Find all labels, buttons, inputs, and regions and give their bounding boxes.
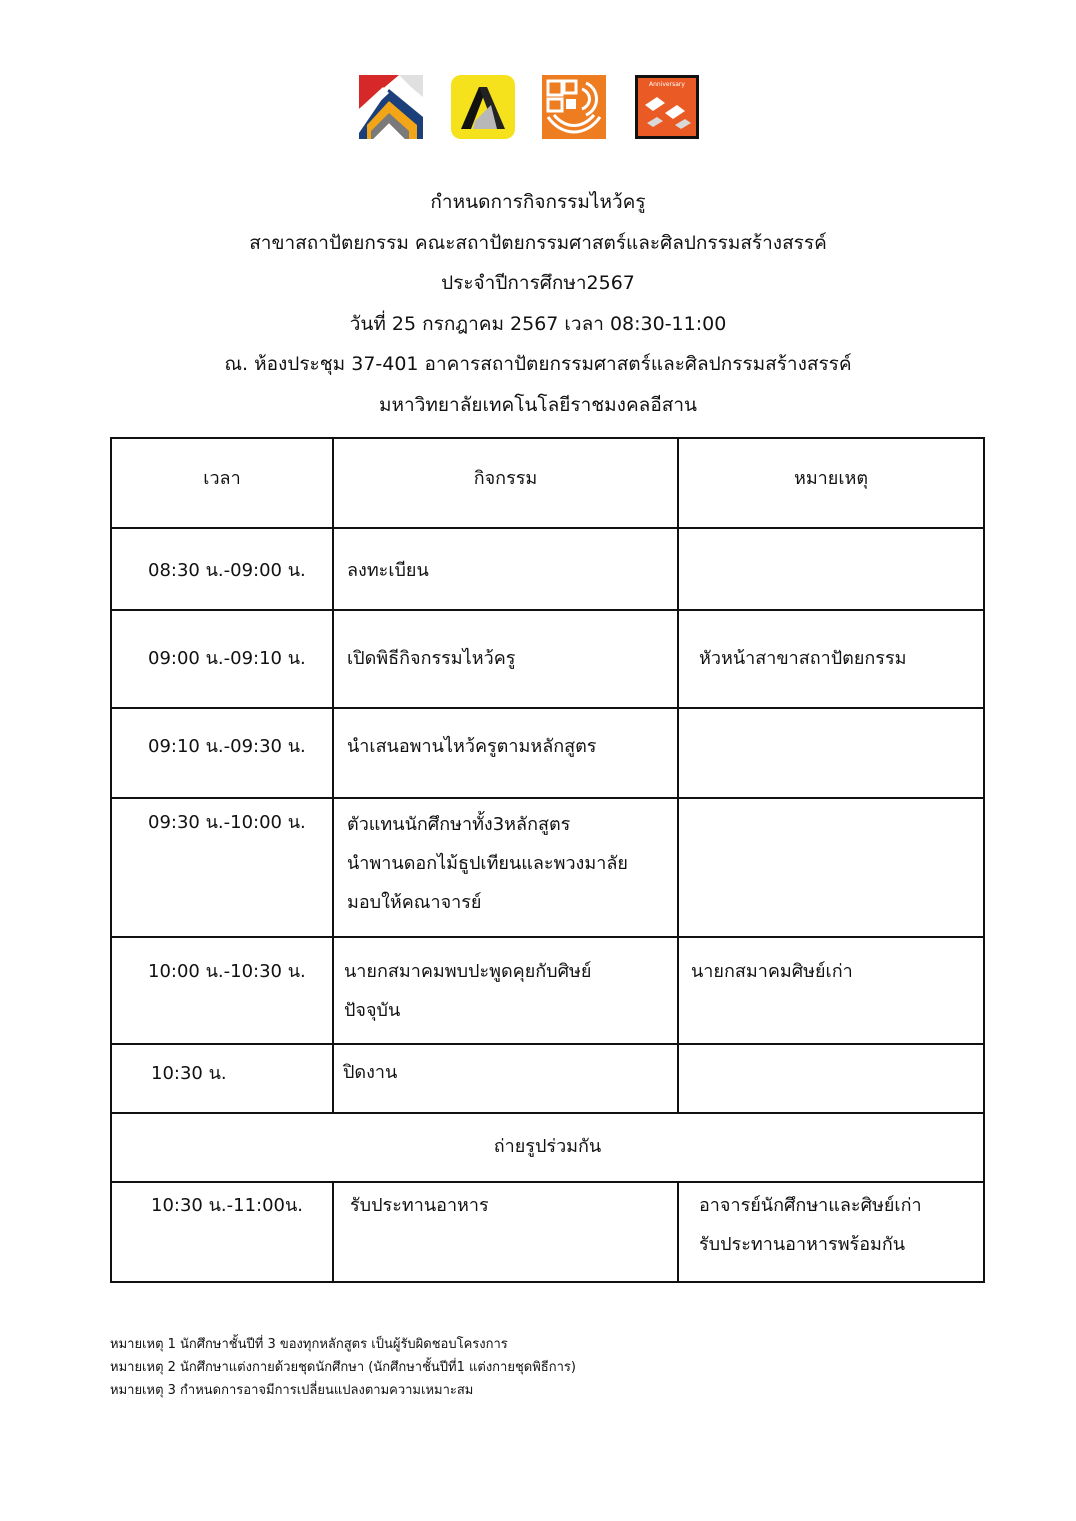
table-row <box>111 798 984 937</box>
note-cell <box>678 708 984 798</box>
activity-cell: ลงทะเบียน <box>333 528 678 610</box>
time-cell: 10:30 น. <box>111 1044 333 1113</box>
table-header-row <box>111 438 984 528</box>
time-cell: 09:30 น.-10:00 น. <box>111 798 333 937</box>
activity-cell: นายกสมาคมพบปะพูดคุยกับศิษย์ ปัจจุบัน <box>333 937 678 1044</box>
header-title: กำหนดการกิจกรรมไหว้ครู <box>430 191 646 213</box>
schedule-table <box>110 437 985 1283</box>
activity-cell: นำเสนอพานไหว้ครูตามหลักสูตร <box>333 708 678 798</box>
table-row <box>111 528 984 610</box>
architecture-logo-red-blue-icon <box>359 75 423 139</box>
table-row <box>111 1044 984 1113</box>
note-cell: นายกสมาคมศิษย์เก่า <box>678 937 984 1044</box>
orange-university-logo-icon <box>542 75 606 139</box>
merged-row <box>111 1113 984 1182</box>
note-cell <box>678 798 984 937</box>
time-cell: 10:30 น.-11:00น. <box>111 1182 333 1282</box>
time-cell: 09:00 น.-09:10 น. <box>111 610 333 708</box>
note-cell: หัวหน้าสาขาสถาปัตยกรรม <box>678 610 984 708</box>
header-date-time: วันที่ 25 กรกฎาคม 2567 เวลา 08:30-11:00 <box>349 312 727 335</box>
header-venue: ณ. ห้องประชุม 37-401 อาคารสถาปัตยกรรมศาสตร์และศิลปกรรมสร้างสรรค์ <box>224 353 852 375</box>
footnote-1: หมายเหตุ 1 นักศึกษาชั้นปีที่ 3 ของทุกหลักสูตร เป็นผู้รับผิดชอบโครงการ <box>110 1337 508 1352</box>
svg-text:Anniversary: Anniversary <box>649 81 685 88</box>
activity-cell: รับประทานอาหาร <box>333 1182 678 1282</box>
table-row <box>111 708 984 798</box>
activity-cell: เปิดพิธีกิจกรรมไหว้ครู <box>333 610 678 708</box>
yellow-arch-logo-icon <box>451 75 515 139</box>
footnote-2: หมายเหตุ 2 นักศึกษาแต่งกายด้วยชุดนักศึกษา (นักศึกษาชั้นปีที่1 แต่งกายชุดพิธีการ) <box>110 1360 576 1375</box>
table-row <box>111 1182 984 1282</box>
header-cell-activity: กิจกรรม <box>333 438 678 528</box>
logo-strip <box>0 75 1076 141</box>
activity-cell: ตัวแทนนักศึกษาทั้ง3หลักสูตร นำพานดอกไม้ธูปเทียนและพวงมาลัย มอบให้คณาจารย์ <box>333 798 678 937</box>
header-cell-time: เวลา <box>111 438 333 528</box>
header-department: สาขาสถาปัตยกรรม คณะสถาปัตยกรรมศาสตร์และศิลปกรรมสร้างสรรค์ <box>249 231 827 254</box>
time-cell: 09:10 น.-09:30 น. <box>111 708 333 798</box>
header-university: มหาวิทยาลัยเทคโนโลยีราชมงคลอีสาน <box>379 393 697 416</box>
note-cell: อาจารย์นักศึกษาและศิษย์เก่า รับประทานอาหารพร้อมกัน <box>678 1182 984 1282</box>
footnote-3: หมายเหตุ 3 กำหนดการอาจมีการเปลี่ยนแปลงตามความเหมาะสม <box>110 1383 474 1398</box>
document-header <box>0 182 1076 425</box>
note-cell <box>678 528 984 610</box>
time-cell: 08:30 น.-09:00 น. <box>111 528 333 610</box>
note-cell <box>678 1044 984 1113</box>
time-cell: 10:00 น.-10:30 น. <box>111 937 333 1044</box>
table-row <box>111 937 984 1044</box>
group-photo-cell: ถ่ายรูปร่วมกัน <box>111 1113 984 1182</box>
footnotes <box>110 1333 576 1402</box>
table-row <box>111 610 984 708</box>
activity-cell: ปิดงาน <box>333 1044 678 1113</box>
header-cell-note: หมายเหตุ <box>678 438 984 528</box>
header-academic-year: ประจำปีการศึกษา2567 <box>441 272 635 294</box>
anniversary-logo-icon <box>635 75 699 139</box>
